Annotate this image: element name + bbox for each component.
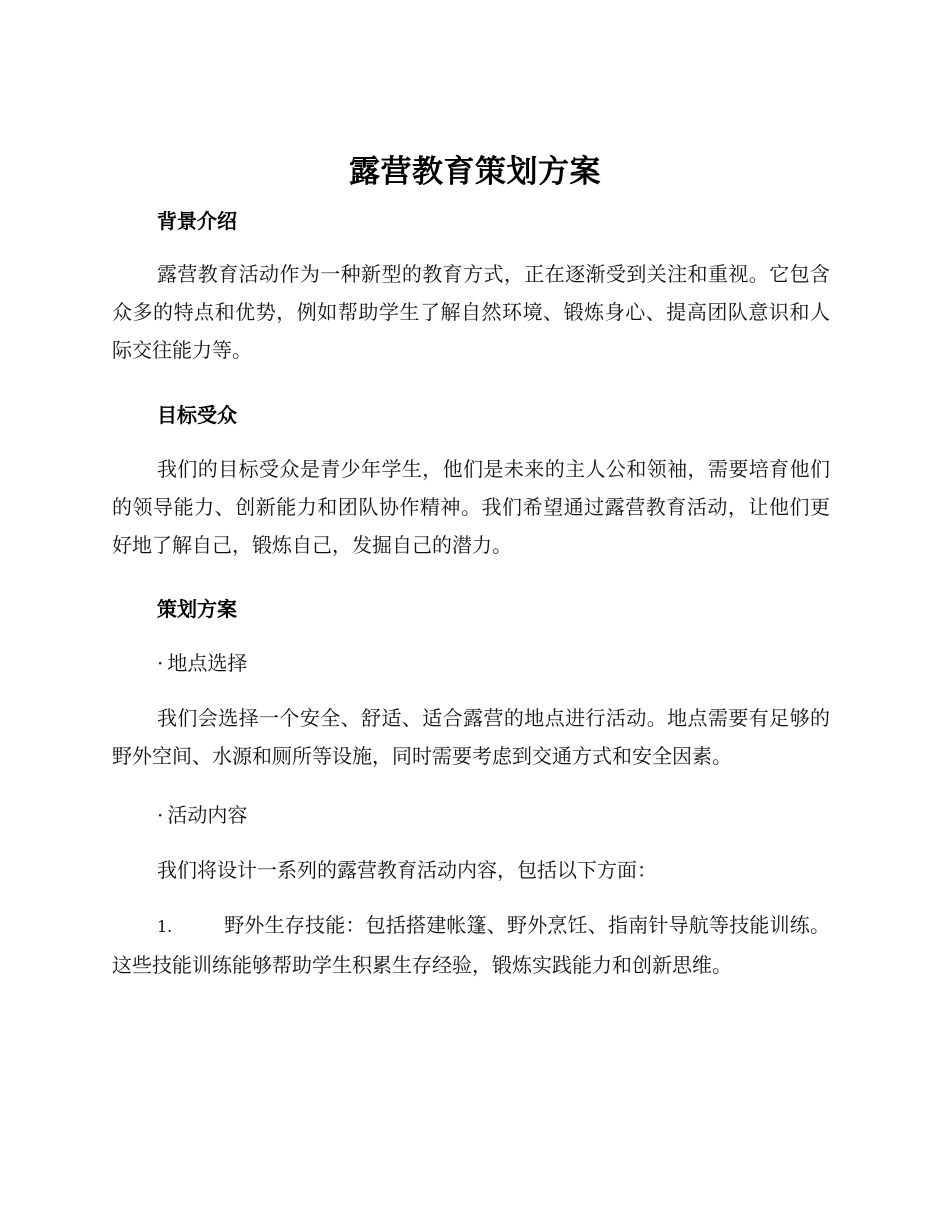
bullet-label-activities: 活动内容 xyxy=(167,803,248,827)
bullet-item-location xyxy=(157,648,247,678)
section-heading-plan: 策划方案 xyxy=(157,597,237,621)
background-paragraph: 露营教育活动作为一种新型的教育方式，正在逐渐受到关注和重视。它包含众多的特点和优势，例如帮助学生了解自然环境、锻炼身心、提高团队意识和人际交往能力等。 xyxy=(112,262,830,362)
document-title: 露营教育策划方案 xyxy=(349,154,601,190)
bullet-item-activities xyxy=(157,800,247,830)
list-item-text: 野外生存技能：包括搭建帐篷、野外烹饪、指南针导航等技能训练。这些技能训练能够帮助学生积累生存经验，锻炼实践能力和创新思维。 xyxy=(112,913,830,977)
bullet-dot: · xyxy=(157,651,164,675)
audience-paragraph: 我们的目标受众是青少年学生，他们是未来的主人公和领袖，需要培育他们的领导能力、创新能力和团队协作精神。我们希望通过露营教育活动，让他们更好地了解自己，锻炼自己，发掘自己的潜力。 xyxy=(112,457,830,557)
list-item-number: 1. xyxy=(157,917,173,936)
location-paragraph: 我们会选择一个安全、舒适、适合露营的地点进行活动。地点需要有足够的野外空间、水源和厕所等设施，同时需要考虑到交通方式和安全因素。 xyxy=(112,706,830,768)
bullet-label-location: 地点选择 xyxy=(167,651,248,675)
numbered-list-item xyxy=(112,906,830,984)
section-heading-audience: 目标受众 xyxy=(157,403,237,427)
activities-intro-paragraph: 我们将设计一系列的露营教育活动内容，包括以下方面： xyxy=(157,858,657,882)
bullet-dot: · xyxy=(157,803,164,827)
section-heading-background: 背景介绍 xyxy=(157,209,237,233)
